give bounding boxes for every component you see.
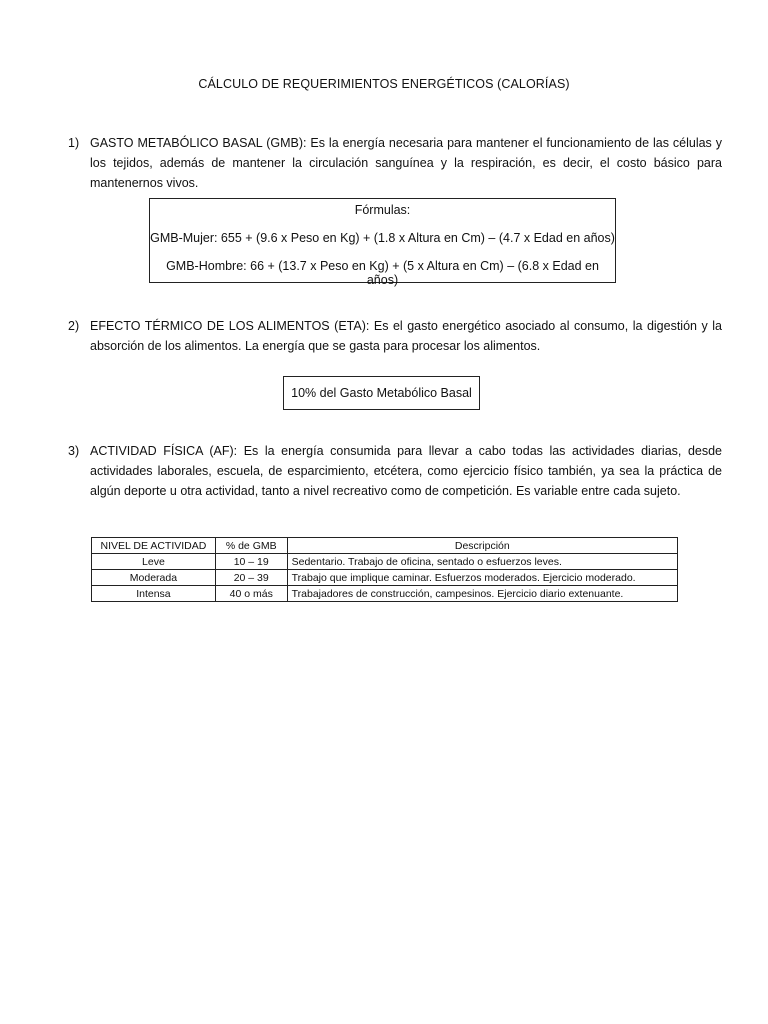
section-text: GASTO METABÓLICO BASAL (GMB): Es la energía necesaria para mantener el funcionamiento de las células y los tejidos, además de mantener la circulación sanguínea y la respiración, es decir, el costo básico para mantenernos vivos. [90, 136, 722, 190]
table-cell: 10 – 19 [215, 554, 287, 570]
table-cell: Leve [92, 554, 216, 570]
formula-box [149, 198, 616, 287]
table-header-cell: Descripción [287, 538, 677, 554]
table-header-cell: % de GMB [215, 538, 287, 554]
section-text: ACTIVIDAD FÍSICA (AF): Es la energía consumida para llevar a cabo todas las actividades diarias, desde actividades laborales, escuela, de esparcimiento, etcétera, como ejercicio físico también, ya sea la práctica de algún deporte u otra actividad, tanto a nivel recreativo como de competición. Es variable entre cada sujeto. [90, 444, 722, 498]
section-number: 3) [68, 444, 80, 458]
table-header-cell: NIVEL DE ACTIVIDAD [92, 538, 216, 554]
table-row [92, 586, 678, 602]
section-number: 1) [68, 136, 80, 150]
section-af [68, 441, 722, 501]
section-eta [68, 316, 722, 356]
table-cell: 20 – 39 [215, 570, 287, 586]
eta-box: 10% del Gasto Metabólico Basal [283, 376, 480, 410]
formula-heading: Fórmulas: [354, 203, 411, 217]
page-title: CÁLCULO DE REQUERIMIENTOS ENERGÉTICOS (CALORÍAS) [198, 77, 570, 91]
table-row [92, 570, 678, 586]
section-text: EFECTO TÉRMICO DE LOS ALIMENTOS (ETA): Es el gasto energético asociado al consumo, la digestión y la absorción de los alimentos. La energía que se gasta para procesar los alimentos. [90, 319, 722, 353]
table-cell: Trabajo que implique caminar. Esfuerzos moderados. Ejercicio moderado. [287, 570, 677, 586]
table-cell: 40 o más [215, 586, 287, 602]
formula-female: GMB-Mujer: 655 + (9.6 x Peso en Kg) + (1.8 x Altura en Cm) – (4.7 x Edad en años) [150, 231, 615, 245]
table-cell: Trabajadores de construcción, campesinos. Ejercicio diario extenuante. [287, 586, 677, 602]
table-header-row [92, 538, 678, 554]
formula-male: GMB-Hombre: 66 + (13.7 x Peso en Kg) + (5 x Altura en Cm) – (6.8 x Edad en años) [166, 259, 599, 287]
section-number: 2) [68, 319, 80, 333]
table-cell: Intensa [92, 586, 216, 602]
activity-table [91, 537, 678, 602]
table-cell: Sedentario. Trabajo de oficina, sentado o esfuerzos leves. [287, 554, 677, 570]
section-gmb [68, 133, 722, 193]
table-row [92, 554, 678, 570]
table-cell: Moderada [92, 570, 216, 586]
